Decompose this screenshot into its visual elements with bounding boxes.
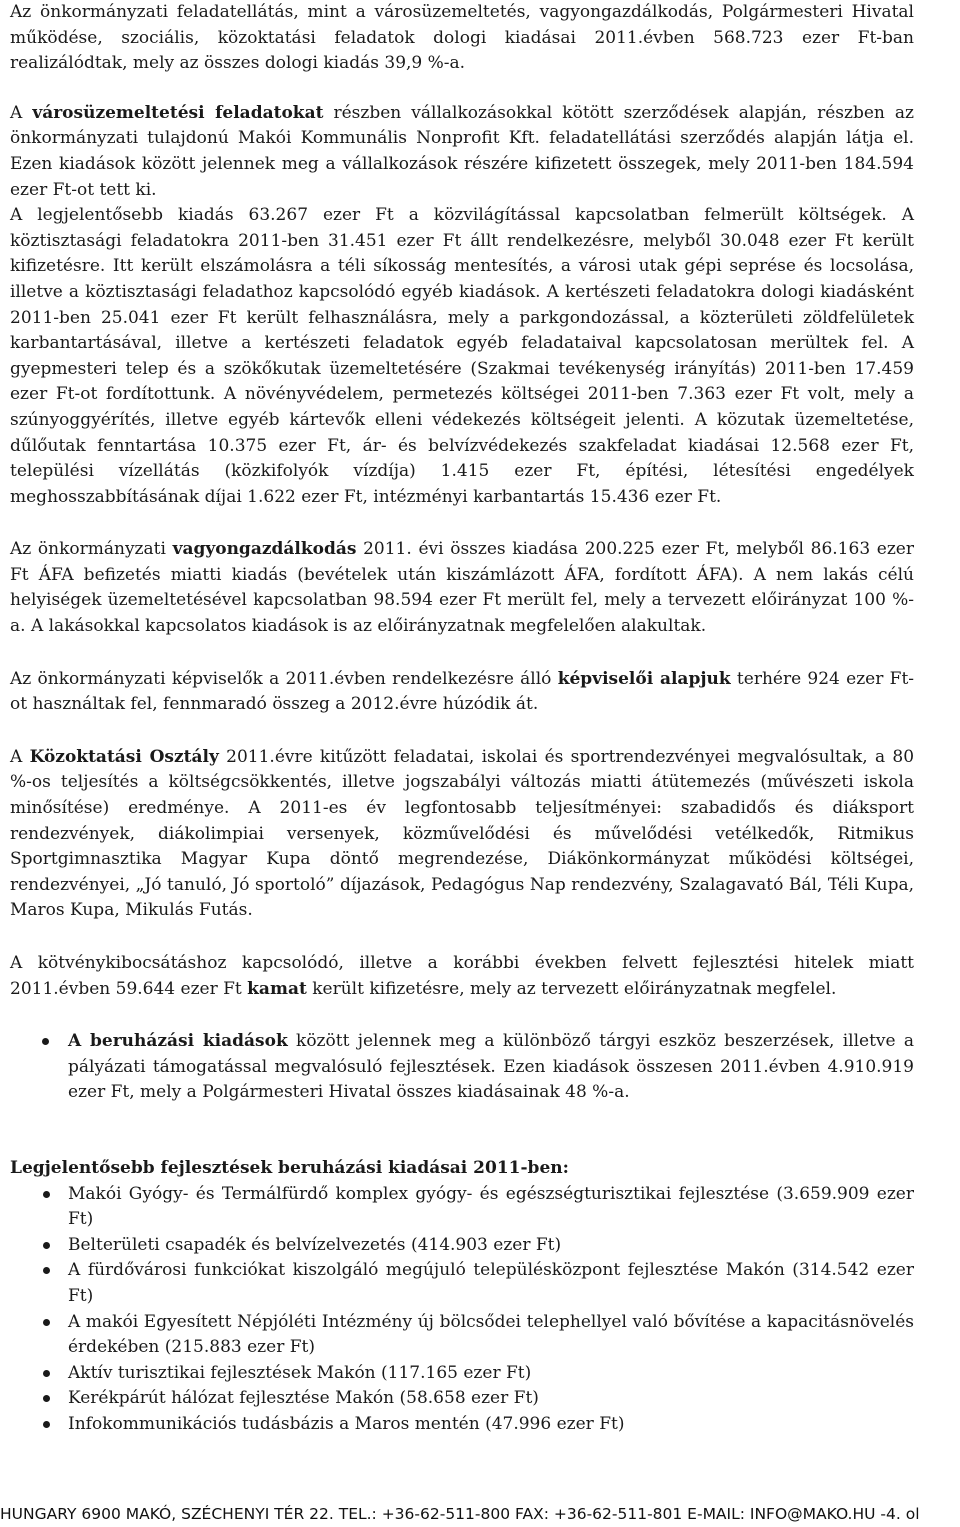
bullet-dot-icon [43,1395,50,1402]
text-run: Az önkormányzati [10,539,173,560]
list-item-text: Kerékpárút hálózat fejlesztése Makón (58.658 ezer Ft) [68,1388,539,1409]
list-item-text: Infokommunikációs tudásbázis a Maros mentén (47.996 ezer Ft) [68,1413,625,1434]
text-run: A kötvénykibocsátáshoz kapcsolódó, illetve a korábbi években felvett fejlesztési hitelek miatt 2011.évben 59.644 ezer Ft [10,953,914,999]
text-run: között jelennek meg a különböző tárgyi eszköz beszerzések, illetve a pályázati támogatással megvalósuló fejlesztések. Ezen kiadások összesen 2011.évben 4.910.919 ezer Ft, mely a Polgármesteri Hivatal összes kiadásainak 48 %-a. [68,1031,915,1103]
text-run: A [10,746,30,767]
list-item-text: Makói Gyógy- és Termálfürdő komplex gyógy- és egészségturisztikai fejlesztése (3.659.909 ezer Ft) [68,1183,914,1230]
list-item-text: A fürdővárosi funkciókat kiszolgáló megújuló településközpont fejlesztése Makón (314.542 ezer Ft) [68,1260,914,1306]
paragraph-kozvilagitas-koztisztasag: A legjelentősebb kiadás 63.267 ezer Ft a közvilágítással kapcsolatban felmerült költségek. A köztisztasági feladatokra 2011-ben 31.451 ezer Ft állt rendelkezésre, melyből 30.048 ezer Ft került kifizetésre. Itt került elszámolásra a téli síkosság mentesítés, a városi utak gépi seprése és locsolása, illetve a köztisztasági feladathoz kapcsolódó egyéb kiadások. A kertészeti feladatokra dologi kiadásként 2011-ben 25.041 ezer Ft került felhasználásra, mely a parkgondozással, a közterületi zöldfelületek karbantartásával, illetve a kertészeti feladatok egyéb feladataival kapcsolatosan merültek fel. A gyepmesteri telep és a szökőkutak üzemeltetésére (Szakmai tevékenység irányítás) 2011-ben 17.459 ezer Ft-ot fordítottunk. A növényvédelem, permetezés költségei 2011-ben 7.363 ezer Ft volt, mely a szúnyoggyérítés, illetve egyéb kártevők elleni védekezés költségeit jelenti. A közutak üzemeltetése, dűlőutak fenntartása 10.375 ezer Ft, ár- és belvízvédekezés szakfeladat kiadásai 12.568 ezer Ft, települési vízellátás (közkifolyók vízdíja) 1.415 ezer Ft, építési, létesítési engedélyek meghosszabbításának díjai 1.622 ezer Ft, intézményi karbantartás 15.436 ezer Ft. [10,205,914,507]
bold-term-vagyongazdalkodas: vagyongazdálkodás [172,539,357,560]
list-item [10,1412,914,1438]
list-item-text: A makói Egyesített Népjóléti Intézmény új bölcsődei telephellyel való bővítése a kapacitásnövelés érdekében (215.883 ezer Ft) [68,1311,914,1358]
text-run: Az önkormányzati képviselők a 2011.évben rendelkezésre álló [10,668,558,689]
list-item-text: Belterületi csapadék és belvízelvezetés (414.903 ezer Ft) [68,1234,562,1255]
bold-term-varosuzemeltetes: városüzemeltetési feladatokat [32,102,324,123]
list-item [10,1386,914,1412]
bullet-dot-icon [42,1038,49,1045]
paragraph-kepviseloi-alap [10,667,914,718]
section-heading-fejlesztesek: Legjelentősebb fejlesztések beruházási kiadásai 2011-ben: [10,1157,569,1178]
bullet-dot-icon [43,1319,50,1326]
text-run: terhére 924 ezer Ft-ot használtak fel, fennmaradó összeg a 2012.évre húzódik át. [10,668,915,715]
paragraph-dologi-kiadasok: Az önkormányzati feladatellátás, mint a városüzemeltetés, vagyongazdálkodás, Polgármesteri Hivatal működése, szociális, közoktatási feladatok dologi kiadásai 2011.évben 568.723 ezer Ft-ban realizálódtak, mely az összes dologi kiadás 39,9 %-a. [10,2,914,74]
paragraph-varosuzemeltetes [10,101,914,203]
paragraph-kamat [10,951,914,1002]
list-item [10,1310,914,1361]
bold-term-beruhazasi-kiadasok: A beruházási kiadások [68,1031,288,1052]
beruhazas-bullet-list [10,1029,914,1106]
list-item-beruhazasi-kiadasok [10,1029,914,1106]
list-item [10,1361,914,1387]
list-item [10,1233,914,1259]
document-page [10,0,914,1438]
text-run: A [10,102,33,123]
bullet-dot-icon [43,1242,50,1249]
paragraph-vagyongazdalkodas [10,537,914,639]
page-footer: HUNGARY 6900 MAKÓ, SZÉCHENYI TÉR 22. TEL.: +36-62-511-800 FAX: +36-62-511-801 E-MAIL: INFO@MAKO.HU -4. ol [0,1505,920,1523]
projects-list [10,1182,914,1438]
text-run: 2011. évi összes kiadása 200.225 ezer Ft, melyből 86.163 ezer Ft ÁFA befizetés miatti kiadás (bevételek után kiszámlázott ÁFA, fordított ÁFA). A nem lakás célú helyiségek üzemeltetésével kapcsolatban 98.594 ezer Ft merült fel, mely a tervezett előirányzat 100 %-a. A lakásokkal kapcsolatos kiadások is az előirányzatnak megfelelően alakultak. [10,539,914,637]
bold-term-kozoktatasi-osztaly: Közoktatási Osztály [29,746,219,767]
list-item-text: Aktív turisztikai fejlesztések Makón (117.165 ezer Ft) [68,1362,532,1383]
list-item [10,1258,914,1309]
bullet-dot-icon [43,1267,50,1274]
list-item [10,1182,914,1233]
bold-term-kamat: kamat [247,978,307,999]
text-run: került kifizetésre, mely az tervezett előirányzatnak megfelel. [306,978,837,999]
bullet-dot-icon [43,1370,50,1377]
bullet-dot-icon [43,1191,50,1198]
bullet-dot-icon [43,1421,50,1428]
text-run: részben vállalkozásokkal kötött szerződések alapján, részben az önkormányzati tulajdonú Makói Kommunális Nonprofit Kft. feladatellátási szerződés alapján látja el. Ezen kiadások között jelennek meg a vállalkozások részére kifizetett összegek, mely 2011-ben 184.594 ezer Ft-ot tett ki. [10,102,914,200]
bold-term-kepviseloi-alap: képviselői alapjuk [557,668,731,689]
paragraph-kozoktatas [10,745,914,924]
text-run: 2011.évre kitűzött feladatai, iskolai és sportrendezvényei megvalósultak, a 80 %-os teljesítés a költségcsökkentés, illetve jogszabályi változás miatti átütemezés (művészeti iskola minősítése) eredménye. A 2011-es év legfontosabb teljesítményei: szabadidős és diáksport rendezvények, diákolimpiai versenyek, közművelődési és művelődési vetélkedők, Ritmikus Sportgimnasztika Magyar Kupa döntő megrendezése, Diákönkormányzat működési költségei, rendezvényei, „Jó tanuló, Jó sportoló” díjazások, Pedagógus Nap rendezvény, Szalagavató Bál, Téli Kupa, Maros Kupa, Mikulás Futás. [10,746,915,921]
